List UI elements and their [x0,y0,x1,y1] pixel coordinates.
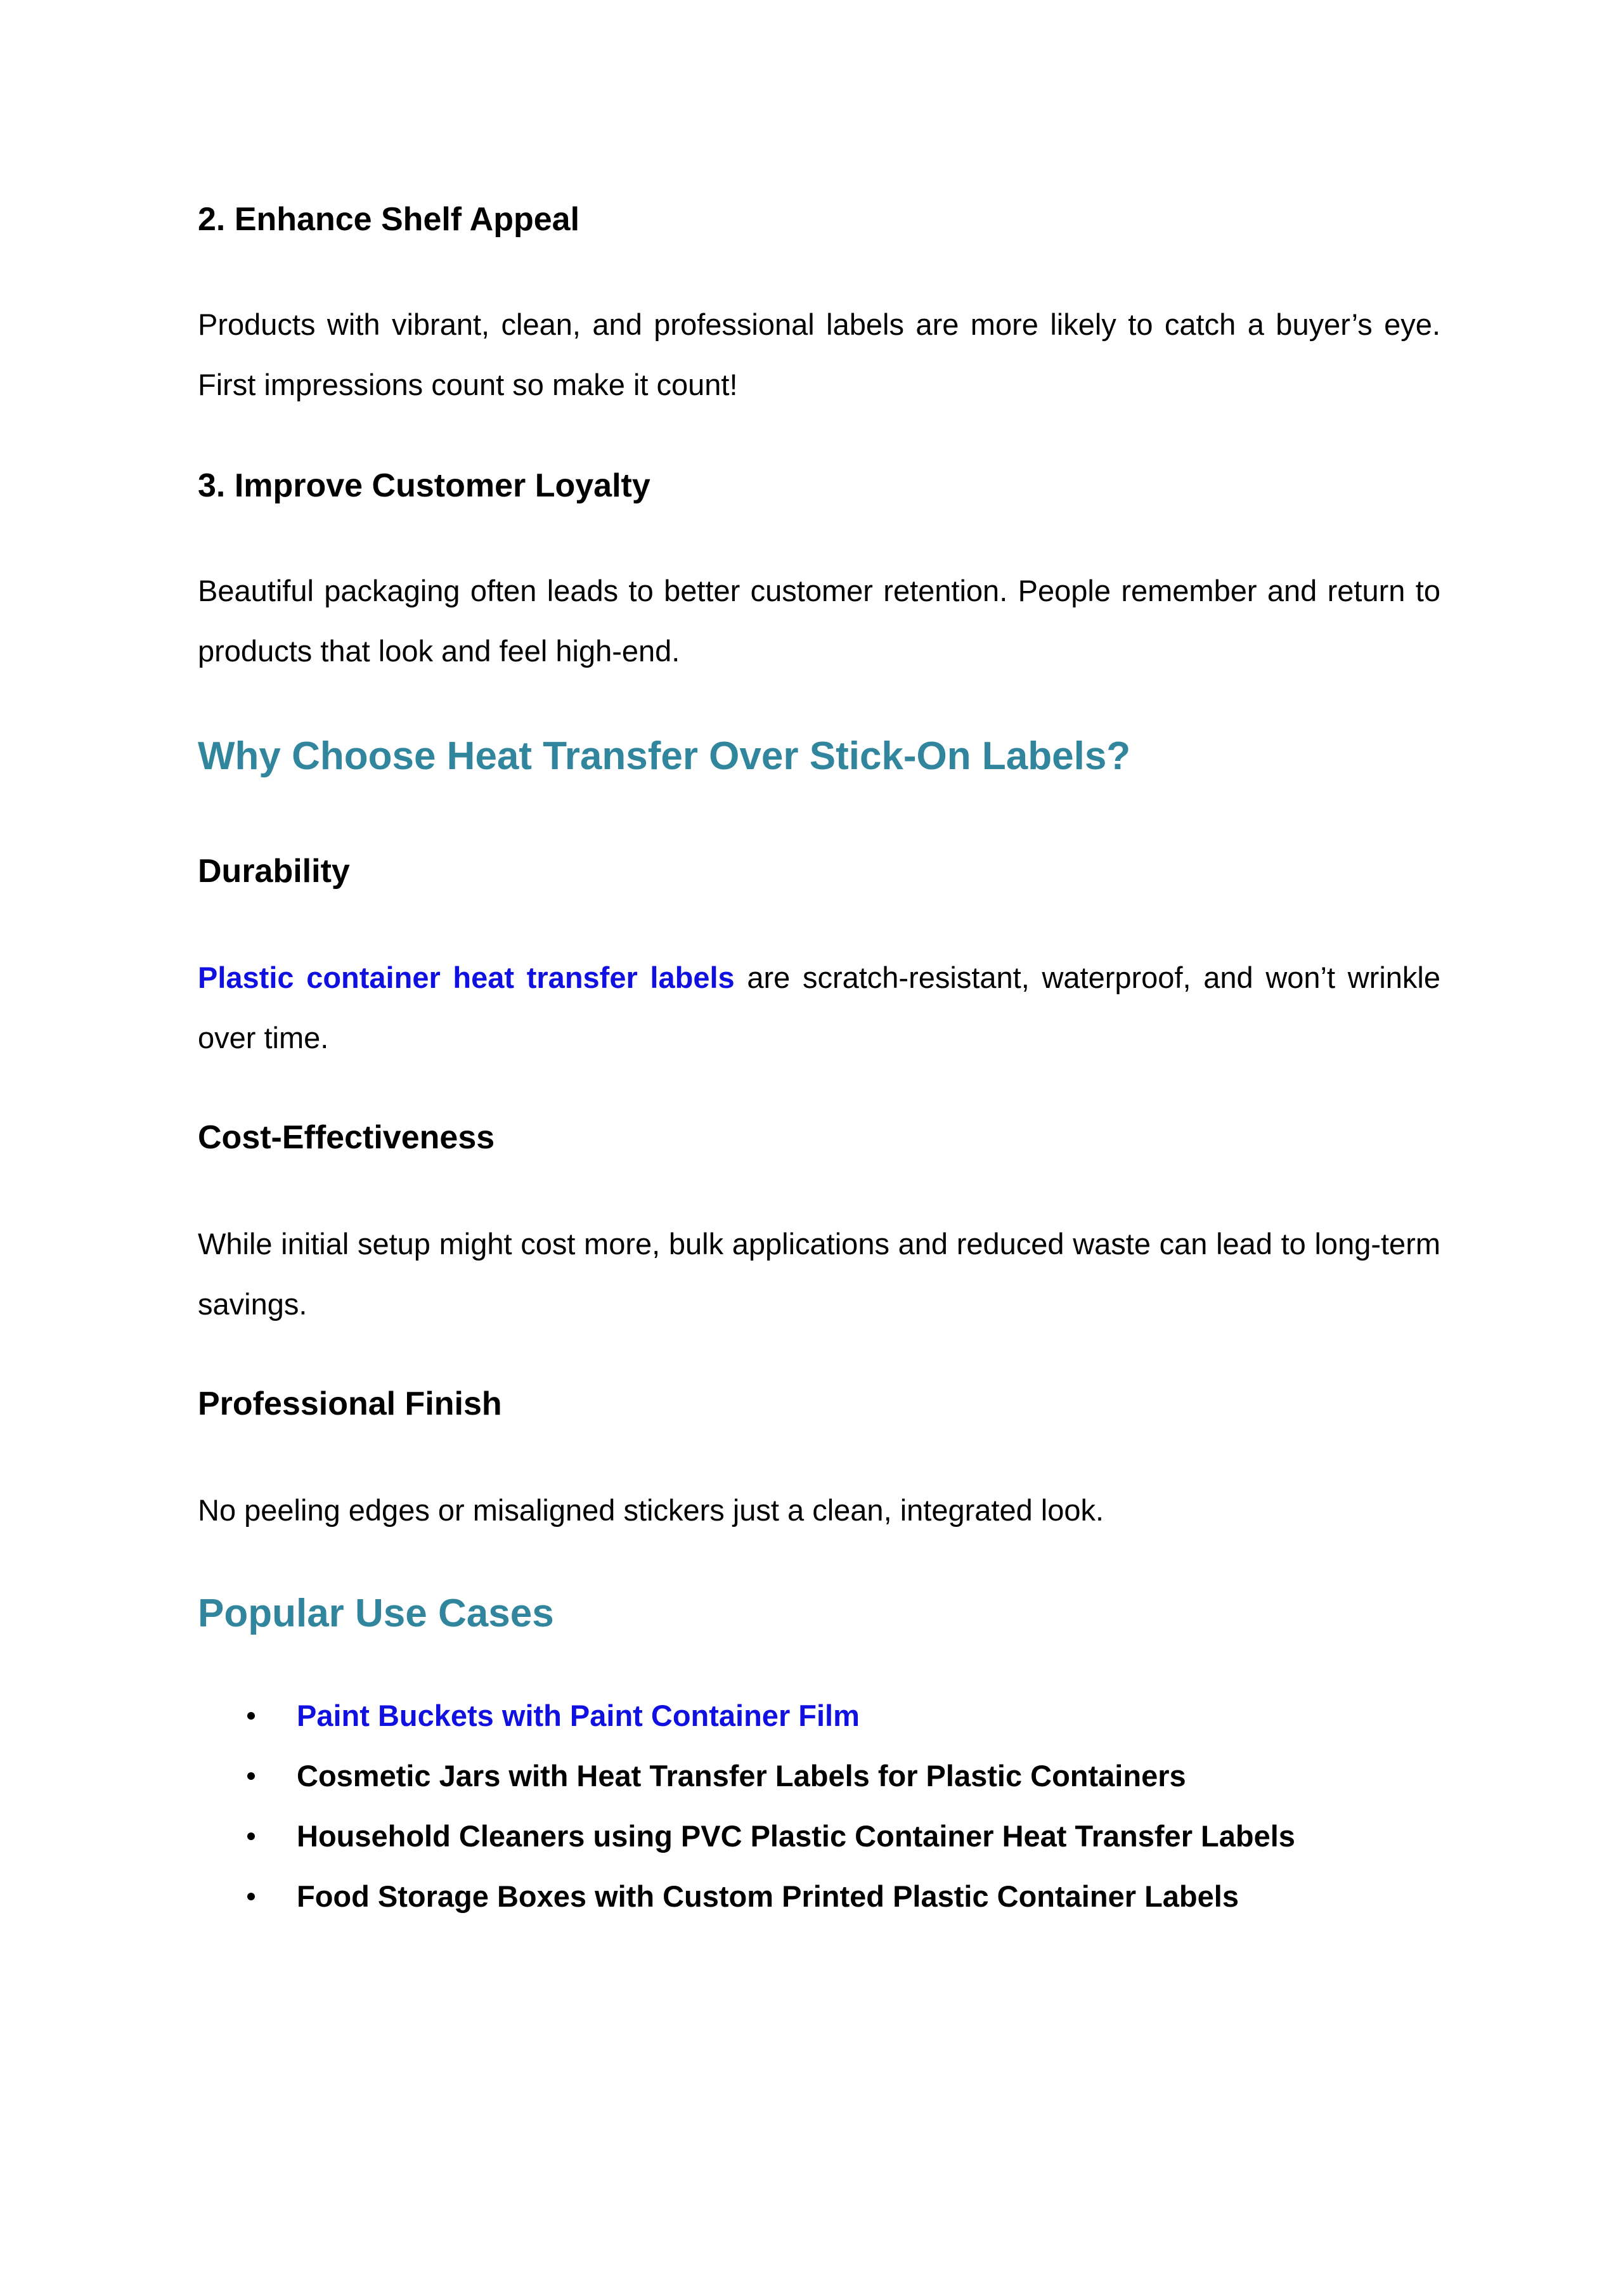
use-cases-list [198,1685,1295,1926]
bullet-icon [247,1712,255,1720]
link-paint-buckets[interactable]: Paint Buckets with Paint Container Film [297,1699,860,1732]
link-plastic-container-heat-transfer-labels[interactable]: Plastic container heat transfer labels [198,961,735,994]
bullet-icon [247,1893,255,1900]
list-item[interactable] [198,1685,1295,1746]
heading-enhance-shelf-appeal: 2. Enhance Shelf Appeal [198,201,580,238]
paragraph-cost-effectiveness: While initial setup might cost more, bulk applications and reduced waste can lead to long-term savings. [198,1227,1440,1321]
list-item [198,1866,1295,1926]
heading-popular-use-cases: Popular Use Cases [198,1592,554,1635]
bullet-icon [247,1772,255,1780]
bullet-icon [247,1832,255,1840]
list-item-text: Food Storage Boxes with Custom Printed Plastic Container Labels [297,1879,1239,1913]
list-item-text: Cosmetic Jars with Heat Transfer Labels for Plastic Containers [297,1759,1186,1793]
heading-improve-customer-loyalty: 3. Improve Customer Loyalty [198,467,650,504]
heading-professional-finish: Professional Finish [198,1385,502,1422]
heading-why-choose-heat-transfer: Why Choose Heat Transfer Over Stick-On Labels? [198,734,1131,778]
paragraph-durability-text: are scratch-resistant, waterproof, and won’t wrinkle over time. [198,961,1440,1054]
heading-durability: Durability [198,853,350,890]
heading-cost-effectiveness: Cost-Effectiveness [198,1119,495,1156]
list-item-text: Household Cleaners using PVC Plastic Container Heat Transfer Labels [297,1819,1295,1853]
list-item [198,1806,1295,1866]
paragraph-customer-loyalty: Beautiful packaging often leads to better customer retention. People remember and return to products that look and feel high-end. [198,574,1440,668]
list-item [198,1746,1295,1806]
paragraph-durability [198,947,1440,1068]
paragraph-shelf-appeal: Products with vibrant, clean, and professional labels are more likely to catch a buyer’s eye. First impressions count so make it count! [198,308,1440,401]
paragraph-professional-finish: No peeling edges or misaligned stickers just a clean, integrated look. [198,1493,1104,1527]
